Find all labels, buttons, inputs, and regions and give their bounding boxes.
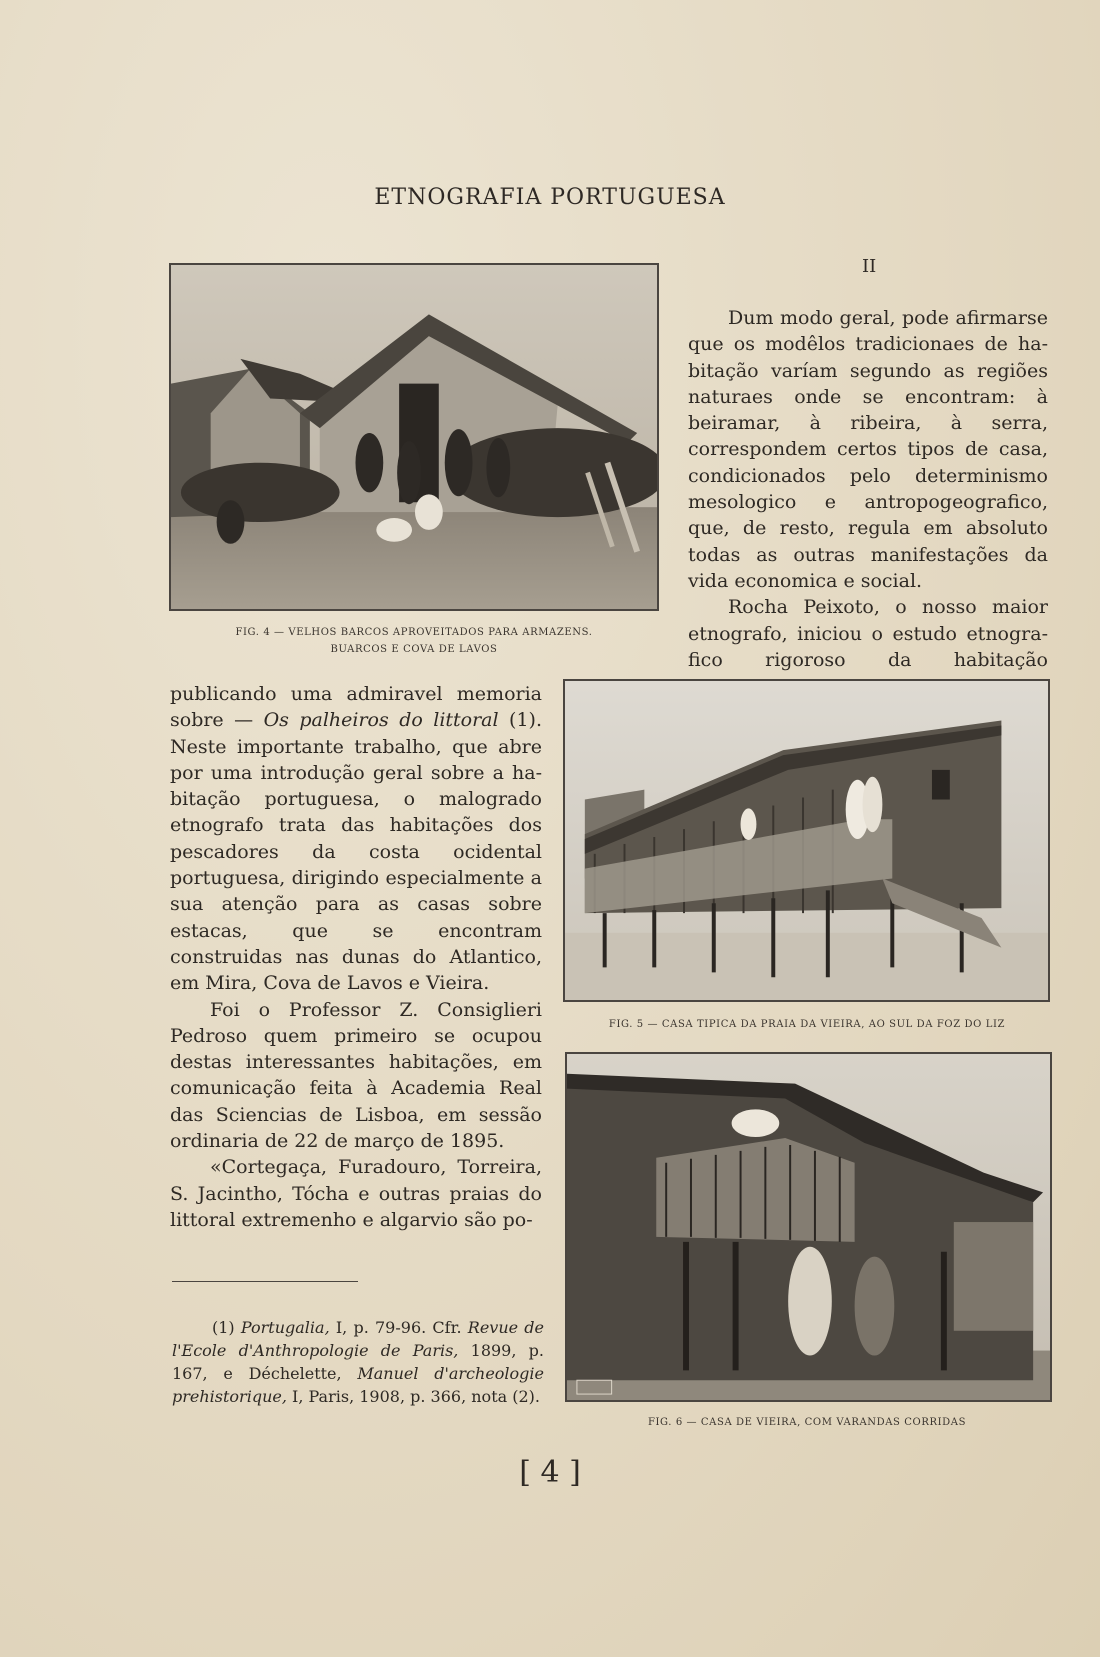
- left-column-text: [170, 681, 542, 1233]
- footnote-rule: [172, 1281, 358, 1282]
- paragraph: publicando uma admiravel memoria sobre — Os palheiros do littoral (1). Neste importante trabalho, que abre por uma introdução geral sobre a habitação portuguesa, o malogrado etnografo trata das habitações dos pescadores da costa ocidental portuguesa, dirigindo especialmente a sua atenção para as casas sobre estacas, que se encontram construidas nas dunas do Atlantico, em Mira, Cova de Lavos e Vieira.: [170, 683, 542, 995]
- fig6-caption: FIG. 6 — CASA DE VIEIRA, COM VARANDAS CORRIDAS: [647, 1417, 967, 1428]
- paragraph: «Cortegaça, Furadouro, Torreira, S. Jacintho, Tócha e outras praias do littoral extremenho e algarvio são po-: [170, 1156, 542, 1231]
- footnote: (1) Portugalia, I, p. 79-96. Cfr. Revue de l'Ecole d'Anthropologie de Paris, 1899, p. 167, e Déchelette, Manuel d'archeologie prehistorique, I, Paris, 1908, p. 366, nota (2).: [172, 1318, 545, 1406]
- fig4-caption-line2: BUARCOS E COVA DE LAVOS: [330, 644, 498, 655]
- right-column-text: [688, 305, 1048, 699]
- paragraph: Foi o Professor Z. Consiglieri Pedroso quem primeiro se ocupou destas interessantes habitações, em comunicação feita à Academia Real das Sciencias de Lisboa, em sessão ordinaria de 22 de março de 1895.: [170, 998, 542, 1153]
- fig4-caption-line1: FIG. 4 — VELHOS BARCOS APROVEITADOS PARA ARMAZENS.: [235, 627, 593, 638]
- section-number: II: [862, 256, 877, 277]
- fig5-caption: FIG. 5 — CASA TIPICA DA PRAIA DA VIEIRA, AO SUL DA FOZ DO LIZ: [608, 1019, 1006, 1030]
- fig4-caption: [160, 624, 668, 658]
- paragraph: Rocha Peixoto, o nosso maior etnografo, iniciou o estudo etnografico rigoroso da habitação: [688, 596, 1048, 671]
- fig6-photo: [565, 1052, 1052, 1402]
- paragraph: Dum modo geral, pode afirmarse que os modêlos tradicionaes de habitação varíam segundo as regiões naturaes onde se encontram: à beiramar, à ribeira, à serra, correspondem certos tipos de casa, condicionados pelo determinismo mesologico e antropogeografico, que, de resto, regula em absoluto todas as outras manifestações da vida economica e social.: [688, 307, 1048, 592]
- fig5-photo: [563, 679, 1050, 1002]
- page-number: [ 4 ]: [519, 1455, 581, 1490]
- work-title: Os palheiros do littoral: [263, 709, 499, 732]
- running-title: ETNOGRAFIA PORTUGUESA: [374, 185, 726, 210]
- fig4-photo: [169, 263, 659, 611]
